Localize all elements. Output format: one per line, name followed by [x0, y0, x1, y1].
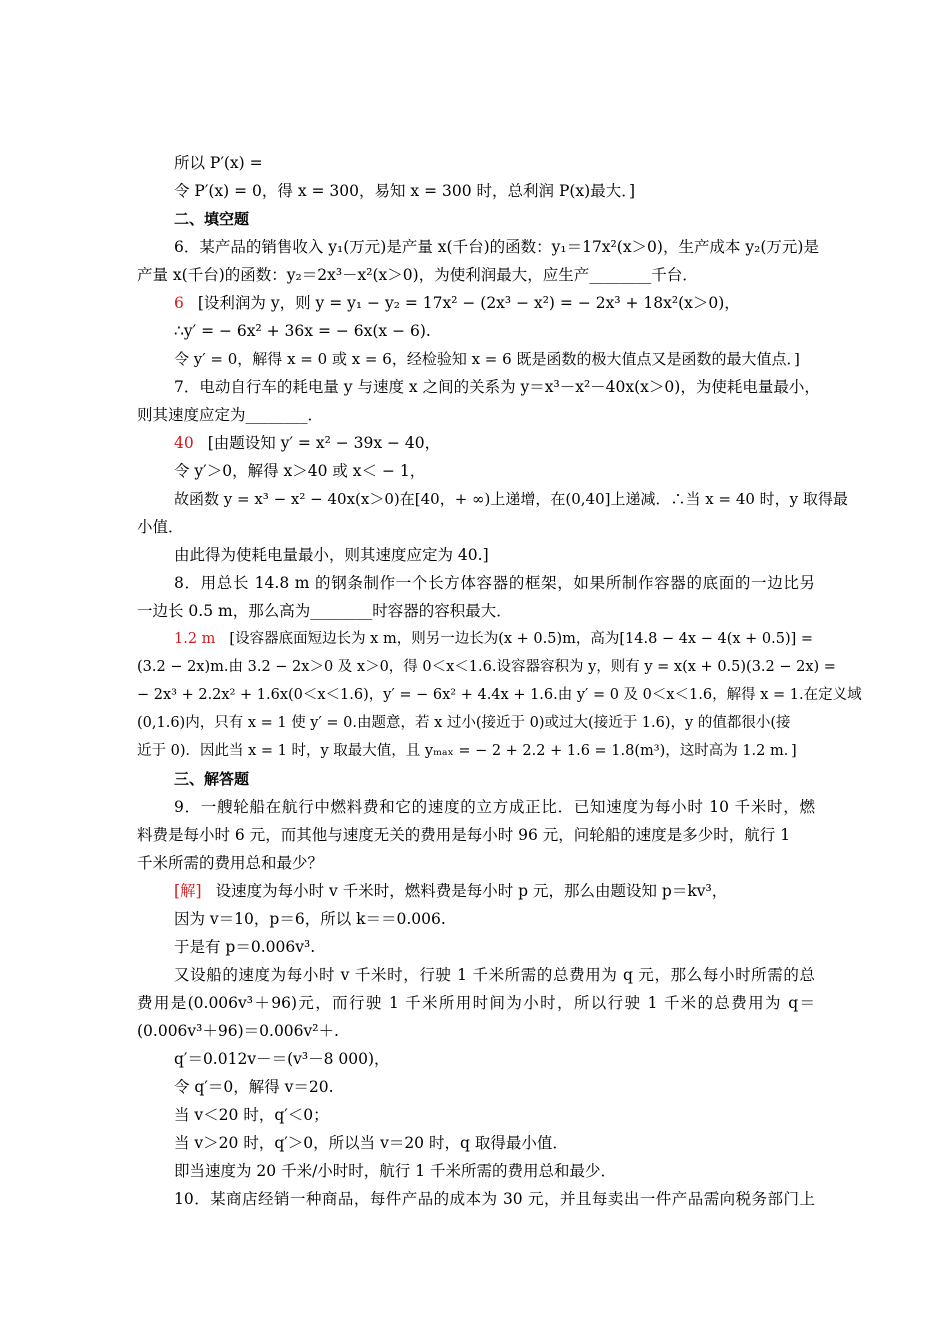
question-6 — [174, 236, 819, 258]
question-text: 7．电动自行车的耗电量 y 与速度 x 之间的关系为 y＝x³－x²－40x(x＞0)，为使耗电量最小， — [174, 378, 820, 396]
text-line: 令 P′(x) = 0，得 x = 300，易知 x = 300 时，总利润 P(x)最大．] — [174, 182, 636, 200]
text-line: 故函数 y = x³ − x² − 40x(x＞0)在[40，+ ∞)上递增，在(0,40]上递减．∴当 x = 40 时，y 取得最 — [174, 490, 848, 508]
text-line: 所以 P′(x) = — [174, 154, 263, 172]
section-heading: 二、填空题 — [174, 210, 250, 228]
text-line: 因为 v＝10，p＝6，所以 k＝＝0.006. — [174, 910, 446, 928]
text-line: 近于 0)．因此当 x = 1 时，y 取最大值，且 yₘₐₓ = − 2 + 2.2 + 1.6 = 1.8(m³)，这时高为 1.2 m．] — [137, 743, 797, 759]
text-line: (0.006v³＋96)＝0.006v²＋. — [137, 1022, 339, 1040]
question-text: 6．某产品的销售收入 y₁(万元)是产量 x(千台)的函数：y₁＝17x²(x＞0)，生产成本 y₂(万元)是 — [174, 238, 819, 256]
question-text: 一边长 0.5 m，那么高为________时容器的容积最大． — [137, 602, 512, 620]
text-line: 当 v＞20 时，q′＞0，所以当 v＝20 时，q 取得最小值． — [174, 1134, 568, 1152]
answer-9 — [174, 880, 727, 902]
question-text: 8．用总长 14.8 m 的钢条制作一个长方体容器的框架，如果所制作容器的底面的一边比另 — [174, 574, 815, 592]
question-text: 10．某商店经销一种商品，每件产品的成本为 30 元，并且每卖出一件产品需向税务部门上 — [174, 1190, 815, 1208]
text-line: q′＝0.012v－＝(v³－8 000)， — [174, 1050, 390, 1068]
text-line: (3.2 − 2x)m.由 3.2 − 2x＞0 及 x＞0，得 0＜x＜1.6.设容器容积为 y，则有 y = x(x + 0.5)(3.2 − 2x) = — [137, 659, 836, 675]
text-line: 由此得为使耗电量最小，则其速度应定为 40.] — [174, 546, 489, 564]
text-line-wrap — [137, 992, 815, 1014]
section-heading: 三、解答题 — [174, 770, 250, 788]
text-line: 小值． — [137, 518, 184, 536]
text-line: ∴y′ = − 6x² + 36x = − 6x(x − 6). — [174, 322, 431, 340]
answer-value: 1.2 m — [174, 631, 216, 647]
question-8 — [174, 572, 815, 594]
answer-text: 设速度为每小时 v 千米时，燃料费是每小时 p 元，那么由题设知 p＝kv³， — [215, 882, 728, 900]
question-text: 9．一艘轮船在航行中燃料费和它的速度的立方成正比．已知速度为每小时 10 千米时，燃 — [174, 798, 815, 816]
text-line: 于是有 p＝0.006v³. — [174, 938, 316, 956]
answer-text: [设容器底面短边长为 x m，则另一边长为(x + 0.5)m，高为[14.8 − 4x − 4(x + 0.5)] = — [229, 631, 814, 647]
text-line: 费用是(0.006v³＋96)元，而行驶 1 千米所用时间为小时，所以行驶 1 千米的总费用为 q＝ — [137, 994, 815, 1012]
text-line-wrap — [174, 964, 815, 986]
answer-8 — [174, 628, 813, 650]
text-line: 当 v＜20 时，q′＜0； — [174, 1106, 329, 1124]
text-line: 又设船的速度为每小时 v 千米时，行驶 1 千米所需的总费用为 q 元，那么每小时所需的总 — [174, 966, 815, 984]
solution-tag: [解] — [174, 882, 202, 900]
text-line: 令 y′＞0，解得 x＞40 或 x＜ − 1， — [174, 462, 426, 480]
text-line: − 2x³ + 2.2x² + 1.6x(0＜x＜1.6)，y′ = − 6x² + 4.4x + 1.6.由 y′ = 0 及 0＜x＜1.6，解得 x = 1.在定义域 — [137, 687, 862, 703]
text-line: 即当速度为 20 千米/小时时，航行 1 千米所需的费用总和最少． — [174, 1162, 617, 1180]
answer-text: [设利润为 y，则 y = y₁ − y₂ = 17x² − (2x³ − x²) = − 2x³ + 18x²(x＞0)， — [197, 294, 740, 312]
answer-6 — [174, 292, 740, 314]
text-line: 令 y′ = 0，解得 x = 0 或 x = 6，经检验知 x = 6 既是函数的极大值点又是函数的最大值点．] — [174, 350, 800, 368]
question-10 — [174, 1188, 815, 1210]
question-text: 千米所需的费用总和最少？ — [137, 854, 324, 872]
question-9 — [174, 796, 815, 818]
answer-text: [由题设知 y′ = x² − 39x − 40， — [207, 434, 441, 452]
answer-value: 6 — [174, 294, 184, 312]
answer-7 — [174, 432, 440, 454]
question-text: 产量 x(千台)的函数：y₂＝2x³－x²(x＞0)，为使利润最大，应生产________千台． — [137, 266, 698, 284]
answer-value: 40 — [174, 434, 194, 452]
text-line: 令 q′＝0，解得 v＝20. — [174, 1078, 334, 1096]
question-7 — [174, 376, 820, 398]
text-line-wrap — [174, 488, 848, 510]
question-text: 则其速度应定为________． — [137, 406, 324, 424]
text-line: (0,1.6)内，只有 x = 1 使 y′ = 0.由题意，若 x 过小(接近于 0)或过大(接近于 1.6)，y 的值都很小(接 — [137, 715, 791, 731]
question-text: 料费是每小时 6 元，而其他与速度无关的费用是每小时 96 元，问轮船的速度是多少时，航行 1 — [137, 826, 791, 844]
